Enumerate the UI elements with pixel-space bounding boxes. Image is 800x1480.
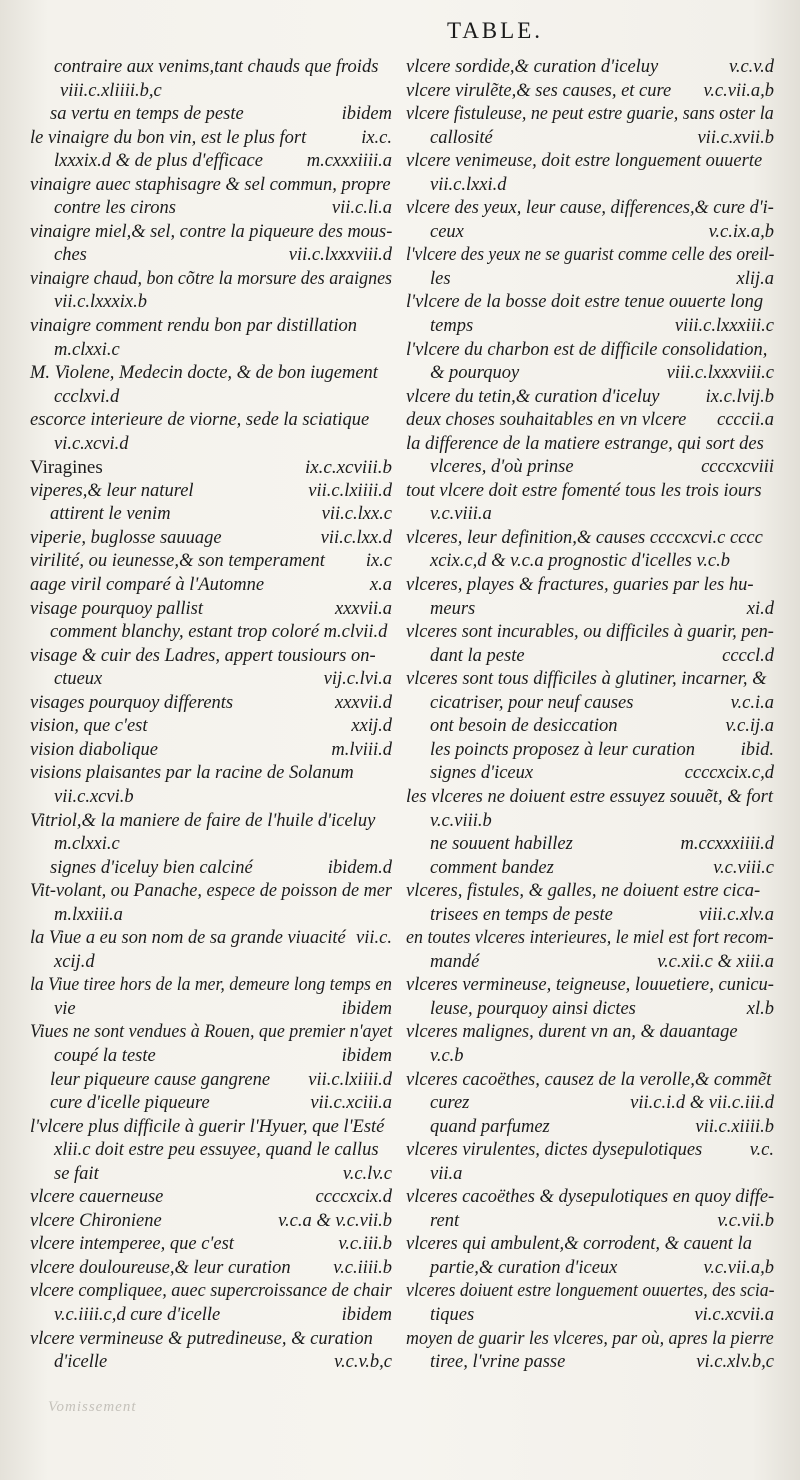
index-entry: [30, 621, 392, 645]
index-entry: [30, 998, 392, 1022]
index-entry: [406, 527, 774, 551]
entry-text: quand parfumez: [430, 1116, 550, 1137]
index-entry: [406, 927, 774, 951]
index-entry: [30, 598, 392, 622]
entry-text: xcij.d: [54, 951, 95, 972]
entry-text: vision, que c'est: [30, 716, 148, 737]
entry-text: vlcere sordide,& curation d'iceluy: [406, 57, 659, 77]
index-entry: [30, 221, 392, 245]
entry-text: escorce interieure de viorne, sede la sciatique: [30, 410, 370, 431]
index-entry: [30, 480, 392, 504]
entry-reference: v.c.v.d: [728, 57, 774, 77]
entry-reference: xxxvii.a: [335, 598, 392, 619]
entry-text: leur piqueure cause gangrene: [50, 1069, 271, 1090]
index-entry: [406, 197, 774, 221]
index-entry: [406, 456, 774, 480]
index-entry: [30, 739, 392, 763]
index-entry: [30, 833, 392, 857]
entry-text: leuse, pourquoy ainsi dictes: [430, 998, 636, 1019]
entry-text: contre les cirons: [54, 198, 176, 219]
index-entry: [30, 80, 392, 104]
entry-text: ctueux: [54, 669, 103, 690]
index-entry: [406, 386, 774, 410]
entry-reference: ibidem: [341, 104, 392, 125]
entry-text: v.c.viii.b: [430, 810, 492, 831]
index-entry: [406, 127, 774, 151]
entry-reference: ccccxcix.c,d: [684, 763, 774, 784]
index-entry: [30, 1304, 392, 1328]
bleed-through-text: Vomissement: [48, 1399, 137, 1415]
entry-text: vlcere virulẽte,& ses causes, et cure: [406, 80, 672, 101]
index-entry: [406, 1092, 774, 1116]
index-entry: [406, 315, 774, 339]
index-entry: [406, 150, 774, 174]
index-column-right: [406, 56, 774, 1375]
index-entry: [406, 103, 774, 127]
entry-text: vie: [54, 998, 76, 1019]
entry-text: m.lxxiii.a: [54, 904, 123, 925]
entry-text: vlcere cauerneuse: [30, 1187, 164, 1208]
entry-text: viii.c.xliiii.b,c: [60, 80, 162, 101]
index-column-left: [30, 56, 392, 1375]
entry-text: signes d'iceux: [430, 763, 534, 784]
index-entry: [30, 904, 392, 928]
index-entry: [30, 386, 392, 410]
index-entry: [406, 762, 774, 786]
index-entry: [406, 857, 774, 881]
index-entry: [30, 1045, 392, 1069]
entry-text: viperes,& leur naturel: [30, 480, 194, 501]
entry-text: vlceres, fistules, & galles, ne doiuent estre cica-: [406, 881, 761, 902]
entry-text: vinaigre comment rendu bon par distillation: [30, 316, 357, 337]
entry-text: vinaigre auec staphisagre & sel commun, propre: [30, 174, 391, 195]
index-entry: [406, 574, 774, 598]
index-entry: [406, 244, 774, 268]
entry-reference: v.c.i.a: [730, 692, 774, 713]
index-entry: [406, 692, 774, 716]
entry-text: vlceres vermineuse, teigneuse, louuetiere, cunicu-: [406, 975, 774, 996]
entry-reference: v.c.ix.a,b: [708, 221, 774, 242]
entry-reference: ccccl.d: [722, 645, 774, 666]
index-entry: [30, 103, 392, 127]
index-entry: [406, 739, 774, 763]
entry-reference: x.a: [369, 575, 392, 596]
index-entry: [406, 1163, 774, 1187]
entry-reference: vii.c.lxxxviii.d: [288, 245, 392, 266]
entry-text: Vit-volant, ou Panache, espece de poisson de mer: [30, 881, 392, 902]
index-entry: [406, 645, 774, 669]
entry-reference: v.c.ij.a: [725, 716, 774, 737]
index-entry: [406, 56, 774, 80]
entry-text: vii.c.xcvi.b: [54, 786, 134, 807]
entry-reference: viii.c.lxxxviii.c: [666, 363, 774, 384]
entry-reference: viii.c.lxxxiii.c: [674, 316, 774, 337]
index-entry: [30, 456, 392, 480]
entry-reference: v.c.vii.a,b: [703, 80, 774, 101]
index-entry: [406, 80, 774, 104]
entry-text: l'vlcere du charbon est de difficile consolidation,: [406, 339, 768, 360]
entry-text: & pourquoy: [430, 363, 520, 384]
entry-text: vlceres, leur definition,& causes ccccxcvi.c cccc: [406, 527, 763, 548]
index-entry: [406, 1139, 774, 1163]
entry-text: visage & cuir des Ladres, appert tousiours on-: [30, 645, 376, 666]
index-entry: [406, 1304, 774, 1328]
index-entry: [30, 1328, 392, 1352]
entry-reference: ibidem: [341, 1304, 392, 1325]
entry-text: temps: [430, 316, 474, 337]
entry-reference: vii.c.xiiii.b: [695, 1116, 774, 1137]
index-entry: [30, 550, 392, 574]
entry-reference: v.c.viii.c: [713, 857, 774, 878]
entry-text: d'icelle: [54, 1352, 108, 1373]
index-entry: [406, 503, 774, 527]
entry-text: vlceres qui ambulent,& corrodent, & cauent la: [406, 1234, 752, 1255]
index-entry: [406, 598, 774, 622]
index-entry: [406, 1257, 774, 1281]
entry-text: Viues ne sont vendues à Rouen, que premier n'ayet: [30, 1022, 393, 1043]
entry-reference: v.c.vii.a,b: [703, 1257, 774, 1278]
index-entry: [30, 409, 392, 433]
entry-reference: ibidem: [341, 998, 392, 1019]
index-entry: [30, 880, 392, 904]
index-entry: [30, 1257, 392, 1281]
entry-reference: ccccii.a: [717, 410, 774, 431]
entry-reference: v.c.vii.b: [717, 1210, 774, 1231]
entry-reference: v.c.: [749, 1140, 774, 1161]
index-entry: [30, 150, 392, 174]
entry-text: ccclxvi.d: [54, 386, 120, 407]
entry-reference: xxxvii.d: [335, 692, 392, 713]
entry-reference: v.c.v.b,c: [334, 1352, 392, 1373]
index-entry: [406, 268, 774, 292]
index-entry: [406, 1233, 774, 1257]
entry-text: mandé: [430, 951, 480, 972]
entry-text: vii.c.lxxxix.b: [54, 292, 147, 313]
entry-reference: xi.d: [746, 598, 774, 619]
entry-text: moyen de guarir les vlceres, par où, apres la pierre: [406, 1328, 774, 1349]
index-entry: [406, 974, 774, 998]
index-entry: [406, 904, 774, 928]
entry-reference: ix.c.lvij.b: [705, 386, 774, 407]
index-entry: [30, 1163, 392, 1187]
entry-text: vlceres malignes, durent vn an, & dauantage: [406, 1022, 738, 1043]
index-entry: [30, 951, 392, 975]
entry-text: visage pourquoy pallist: [30, 598, 203, 619]
index-entry: [406, 621, 774, 645]
index-entry: [406, 1116, 774, 1140]
entry-text: viperie, buglosse sauuage: [30, 527, 222, 548]
index-entry: [406, 409, 774, 433]
entry-text: les: [430, 268, 451, 289]
entry-text: la difference de la matiere estrange, qui sort des: [406, 433, 764, 454]
index-entry: [406, 480, 774, 504]
entry-text: vii.c.lxxi.d: [430, 174, 507, 195]
index-entry: [406, 951, 774, 975]
entry-reference: xlij.a: [736, 268, 774, 289]
entry-reference: ibidem.d: [327, 857, 392, 878]
index-entry: [30, 692, 392, 716]
entry-text: vlcere des yeux, leur cause, differences,& cure d'i-: [406, 198, 774, 219]
index-entry: [30, 1069, 392, 1093]
entry-reference: xl.b: [746, 998, 774, 1019]
index-entry: [30, 810, 392, 834]
entry-text: tout vlcere doit estre fomenté tous les trois iours: [406, 480, 762, 501]
entry-text: ne souuent habillez: [430, 834, 573, 855]
entry-reference: v.c.xii.c & xiii.a: [657, 951, 774, 972]
entry-text: vi.c.xcvi.d: [54, 433, 129, 454]
entry-text: cure d'icelle piqueure: [50, 1093, 210, 1114]
index-entry: [406, 1021, 774, 1045]
entry-text: vlcere vermineuse & putredineuse, & curation: [30, 1328, 373, 1349]
entry-text: vision diabolique: [30, 739, 158, 760]
entry-reference: ibid.: [740, 739, 774, 760]
entry-reference: v.c.a & v.c.vii.b: [278, 1210, 392, 1231]
entry-text: curez: [430, 1093, 470, 1114]
entry-text: se fait: [54, 1163, 99, 1184]
entry-text: vlceres sont incurables, ou difficiles à guarir, pen-: [406, 622, 774, 643]
entry-text: la Viue a eu son nom de sa grande viuacité: [30, 928, 346, 949]
entry-reference: m.lviii.d: [331, 739, 392, 760]
entry-reference: m.cxxxiiii.a: [306, 151, 392, 172]
entry-reference: ccccxcviii: [701, 457, 774, 478]
index-entry: [406, 291, 774, 315]
entry-text: cicatriser, pour neuf causes: [430, 692, 634, 713]
entry-reference: xxij.d: [351, 716, 392, 737]
entry-text: aage viril comparé à l'Automne: [30, 575, 265, 596]
entry-reference: v.c.lv.c: [342, 1163, 392, 1184]
entry-text: lxxxix.d & de plus d'efficace: [54, 151, 263, 172]
entry-text: les poincts proposez à leur curation: [430, 739, 695, 760]
index-entry: [30, 315, 392, 339]
entry-text: vlceres cacoëthes & dysepulotiques en quoy diffe-: [406, 1187, 775, 1208]
index-entry: [30, 197, 392, 221]
entry-reference: vii.c.lxiiii.d: [308, 1069, 392, 1090]
index-entry: [30, 244, 392, 268]
entry-text: vlcere du tetin,& curation d'iceluy: [406, 386, 660, 407]
entry-reference: ccccxcix.d: [315, 1187, 392, 1208]
entry-text: ches: [54, 245, 87, 266]
index-entry: [30, 1210, 392, 1234]
index-entry: [30, 291, 392, 315]
entry-text: xcix.c,d & v.c.a prognostic d'icelles v.c.b: [430, 551, 731, 572]
index-entry: [406, 998, 774, 1022]
index-entry: [30, 362, 392, 386]
index-entry: [406, 1280, 774, 1304]
index-entry: [30, 715, 392, 739]
index-entry: [406, 880, 774, 904]
entry-text: tiques: [430, 1304, 475, 1325]
entry-text: vlceres virulentes, dictes dysepulotiques: [406, 1140, 703, 1161]
entry-text: vlceres, d'où prinse: [430, 457, 574, 478]
entry-reference: vii.c.: [356, 928, 392, 949]
index-entry: [30, 127, 392, 151]
entry-text: signes d'iceluy bien calciné: [50, 857, 253, 878]
entry-reference: vii.c.li.a: [331, 198, 392, 219]
entry-text: trisees en temps de peste: [430, 904, 613, 925]
index-entry: [30, 645, 392, 669]
entry-reference: vii.c.xciii.a: [310, 1093, 392, 1114]
index-entry: [406, 810, 774, 834]
entry-reference: viii.c.xlv.a: [698, 904, 774, 925]
entry-text: coupé la teste: [54, 1045, 156, 1066]
index-entry: [30, 762, 392, 786]
entry-text: virilité, ou ieunesse,& son temperament: [30, 551, 325, 572]
index-entry: [30, 1139, 392, 1163]
entry-text: comment blanchy, estant trop coloré m.clvii.d: [50, 622, 388, 643]
index-entry: [406, 550, 774, 574]
entry-reference: ix.c: [365, 551, 392, 572]
index-entry: [406, 1328, 774, 1352]
entry-text: tiree, l'vrine passe: [430, 1352, 566, 1373]
entry-reference: ix.c.xcviii.b: [304, 457, 392, 479]
entry-reference: m.ccxxxiiii.d: [680, 834, 774, 855]
index-entry: [30, 1233, 392, 1257]
entry-text: Vitriol,& la maniere de faire de l'huile d'iceluy: [30, 810, 376, 831]
entry-text: en toutes vlceres interieures, le miel est fort recom-: [406, 928, 774, 949]
index-entry: [406, 221, 774, 245]
index-entry: [30, 503, 392, 527]
entry-text: les vlceres ne doiuent estre essuyez souuẽt, & fort: [406, 786, 774, 807]
index-entry: [406, 362, 774, 386]
index-entry: [30, 974, 392, 998]
entry-text: l'vlcere des yeux ne se guarist comme celle des oreil-: [406, 245, 775, 266]
entry-text: m.clxxi.c: [54, 834, 120, 855]
entry-text: rent: [430, 1210, 460, 1231]
entry-text: vlceres, playes & fractures, guaries par les hu-: [406, 575, 754, 596]
entry-text: callosité: [430, 127, 493, 148]
index-entry: [30, 56, 392, 80]
entry-text: visages pourquoy differents: [30, 692, 234, 713]
entry-reference: vii.c.xvii.b: [697, 127, 774, 148]
index-entry: [30, 1186, 392, 1210]
entry-text: le vinaigre du bon vin, est le plus fort: [30, 127, 307, 148]
index-entry: [406, 833, 774, 857]
entry-text: v.c.viii.a: [430, 504, 492, 525]
index-entry: [406, 786, 774, 810]
index-entry: [30, 927, 392, 951]
entry-text: vlcere douloureuse,& leur curation: [30, 1257, 291, 1278]
entry-text: vlcere intemperee, que c'est: [30, 1234, 234, 1255]
entry-text: vinaigre miel,& sel, contre la piqueure des mous-: [30, 221, 393, 242]
index-entry: [30, 339, 392, 363]
entry-text: la Viue tiree hors de la mer, demeure long temps en: [30, 975, 392, 996]
index-entry: [30, 1092, 392, 1116]
index-entry: [30, 1351, 392, 1375]
entry-text: M. Violene, Medecin docte, & de bon iugement: [30, 363, 378, 384]
entry-reference: vij.c.lvi.a: [323, 669, 392, 690]
index-entry: [30, 574, 392, 598]
entry-reference: ibidem: [341, 1045, 392, 1066]
entry-text: vlceres sont tous difficiles à glutiner, incarner, &: [406, 669, 767, 690]
index-entry: [30, 268, 392, 292]
index-entry: [30, 174, 392, 198]
entry-text: contraire aux venims,tant chauds que froids: [54, 57, 379, 77]
entry-reference: v.c.iii.b: [338, 1234, 392, 1255]
entry-text: vlcere venimeuse, doit estre longuement ouuerte: [406, 151, 763, 172]
entry-reference: vii.c.lxx.d: [320, 527, 392, 548]
index-entry: [406, 339, 774, 363]
entry-text: partie,& curation d'iceux: [430, 1257, 618, 1278]
index-entry: [406, 1210, 774, 1234]
entry-reference: vii.c.lxx.c: [321, 504, 392, 525]
index-entry: [406, 433, 774, 457]
entry-text: vlceres doiuent estre longuement ouuertes, des scia-: [406, 1281, 775, 1302]
index-entry: [406, 668, 774, 692]
entry-text: vinaigre chaud, bon cõtre la morsure des araignes: [30, 268, 393, 289]
index-entry: [30, 857, 392, 881]
entry-text: xlii.c doit estre peu essuyee, quand le callus: [54, 1140, 379, 1161]
entry-text: meurs: [430, 598, 476, 619]
entry-text: ceux: [430, 221, 464, 242]
entry-reference: vi.c.xlv.b,c: [696, 1352, 774, 1373]
index-entry: [406, 1351, 774, 1375]
entry-text: sa vertu en temps de peste: [50, 104, 244, 125]
index-entry: [406, 1069, 774, 1093]
entry-text: deux choses souhaitables en vn vlcere: [406, 410, 687, 431]
index-entry: [30, 786, 392, 810]
index-entry: [30, 527, 392, 551]
entry-reference: ix.c.: [361, 127, 392, 148]
entry-text: visions plaisantes par la racine de Solanum: [30, 763, 354, 784]
running-head: TABLE.: [446, 18, 543, 43]
entry-text: dant la peste: [430, 645, 525, 666]
entry-text: vii.a: [430, 1163, 463, 1184]
entry-reference: vi.c.xcvii.a: [694, 1304, 774, 1325]
entry-text: attirent le venim: [50, 504, 171, 525]
index-entry: [30, 433, 392, 457]
entry-text: vlcere compliquee, auec supercroissance de chair: [30, 1281, 392, 1302]
index-entry: [406, 174, 774, 198]
index-entry: [30, 668, 392, 692]
entry-text: v.c.iiii.c,d cure d'icelle: [54, 1304, 221, 1325]
entry-reference: v.c.iiii.b: [333, 1257, 392, 1278]
index-entry: [406, 1186, 774, 1210]
entry-text: l'vlcere plus difficile à guerir l'Hyuer, que l'Esté: [30, 1116, 385, 1137]
index-entry: [406, 1045, 774, 1069]
entry-reference: vii.c.i.d & vii.c.iii.d: [630, 1093, 774, 1114]
entry-text: v.c.b: [430, 1045, 464, 1066]
index-entry: [30, 1021, 392, 1045]
index-entry: [406, 715, 774, 739]
entry-text: vlceres cacoëthes, causez de la verolle,& commẽt: [406, 1069, 772, 1090]
entry-text: comment bandez: [430, 857, 554, 878]
index-entry: [30, 1116, 392, 1140]
index-entry: [30, 1280, 392, 1304]
entry-text: m.clxxi.c: [54, 339, 120, 360]
entry-text: ont besoin de desiccation: [430, 716, 618, 737]
entry-reference: vii.c.lxiiii.d: [308, 480, 392, 501]
entry-text: l'vlcere de la bosse doit estre tenue ouuerte long: [406, 292, 764, 313]
entry-text: vlcere Chironiene: [30, 1210, 162, 1231]
entry-text: vlcere fistuleuse, ne peut estre guarie, sans oster la: [406, 104, 774, 125]
entry-text: Viragines: [30, 457, 103, 479]
